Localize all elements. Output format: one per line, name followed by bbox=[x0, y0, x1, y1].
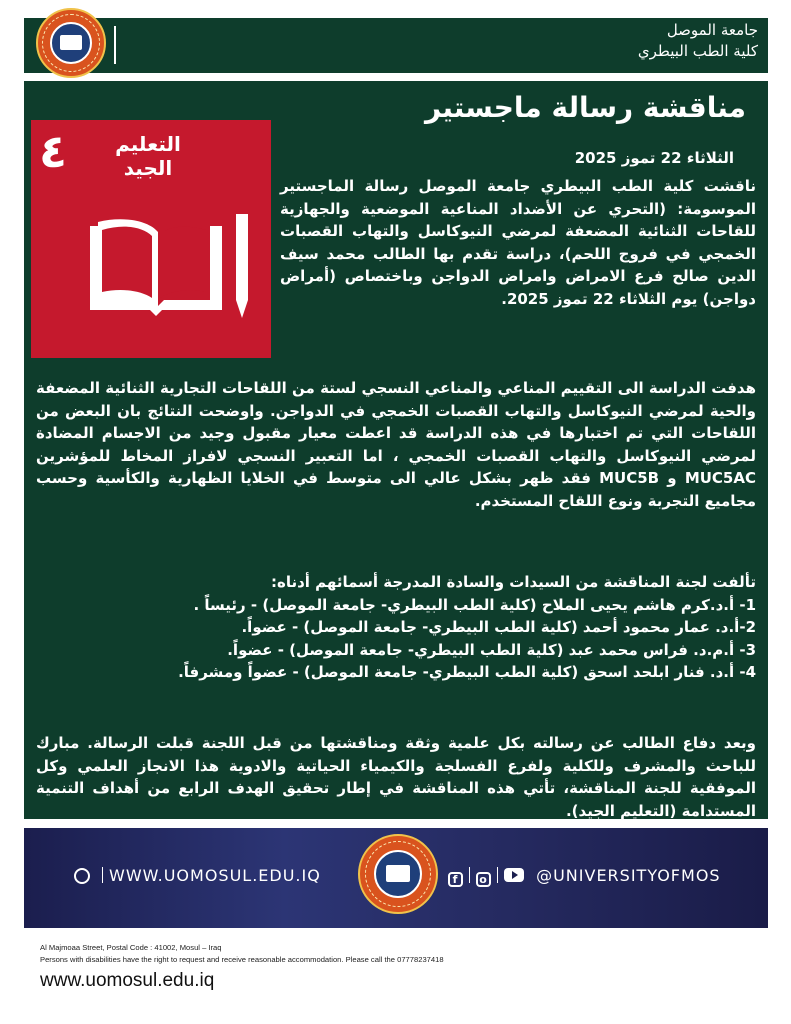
header-divider bbox=[114, 26, 116, 64]
website-text: WWW.UOMOSUL.EDU.IQ bbox=[109, 866, 321, 885]
university-seal-logo bbox=[36, 8, 106, 78]
youtube-icon[interactable] bbox=[504, 868, 524, 882]
closing-paragraph: وبعد دفاع الطالب عن رسالته بكل علمية وثقة ومناقشتها من قبل اللجنة قبلت الرسالة. مبارك للباحث والمشرف وللكلية ولفرع الفسلجة والكيمياء الحياتية والادوية هذا الانجاز العلمي وكل الموفقية للجنة المناقشة، تأتي هذه المناقشة في إطار تحقيق الهدف الرابع من أهداف التنمية المستدامة (التعليم الجيد). bbox=[36, 734, 756, 820]
separator bbox=[102, 867, 103, 883]
facebook-icon[interactable]: f bbox=[448, 872, 463, 887]
sdg-label: التعليم الجيد bbox=[115, 132, 181, 180]
committee-intro: تألفت لجنة المناقشة من السيدات والسادة المدرجة أسمائهم أدناه: bbox=[270, 573, 756, 591]
social-handle: @UNIVERSITYOFMOS bbox=[536, 866, 721, 885]
intro-paragraph: ناقشت كلية الطب البيطري جامعة الموصل رسالة الماجستير الموسومة: (التحري عن الأضداد المناعية الموضعية والجهازية للقاحات الثنائية المضعفة لمرضي النيوكاسل والتهاب القصبات الخمجي في فروج اللحم)، دراسة تقدم بها الطالب محمد سيف الدين صالح فرع الامراض وامراض الدواجن وباختصاص (أمراض دواجن) يوم الثلاثاء 22 تموز 2025. bbox=[280, 177, 756, 308]
website-link[interactable] bbox=[74, 866, 321, 885]
news-panel bbox=[24, 81, 768, 819]
instagram-icon[interactable]: o bbox=[476, 872, 491, 887]
sdg-number: ٤ bbox=[39, 124, 68, 178]
postal-address: Al Majmoaa Street, Postal Code : 41002, Mosul – Iraq bbox=[40, 943, 222, 952]
university-seal-logo-footer bbox=[358, 834, 438, 914]
header-title bbox=[638, 20, 758, 62]
committee-member: 3- أ.م.د. فراس محمد عبد (كلية الطب البيطري- جامعة الموصل) - عضواً. bbox=[227, 640, 756, 659]
sdg4-badge bbox=[31, 120, 271, 358]
event-date: الثلاثاء 22 تموز 2025 bbox=[574, 149, 734, 167]
social-links[interactable] bbox=[448, 866, 721, 887]
accessibility-note: Persons with disabilities have the right to request and receive reasonable accommodation. Please call the 07778237418 bbox=[40, 955, 444, 964]
page-title: مناقشة رسالة ماجستير bbox=[424, 91, 746, 124]
footer-banner bbox=[24, 828, 768, 928]
separator bbox=[469, 867, 470, 883]
website-url[interactable]: www.uomosul.edu.iq bbox=[40, 970, 215, 991]
university-name: جامعة الموصل bbox=[666, 21, 758, 39]
book-icon bbox=[386, 865, 410, 882]
globe-icon bbox=[74, 868, 90, 884]
separator bbox=[497, 867, 498, 883]
committee-list bbox=[36, 571, 756, 684]
book-icon bbox=[60, 35, 81, 50]
committee-member: 4- أ.د. فنار ابلحد اسحق (كلية الطب البيطري- جامعة الموصل) - عضواً ومشرفاً. bbox=[178, 663, 756, 681]
address-block bbox=[40, 942, 444, 966]
book-pencil-icon bbox=[86, 212, 256, 322]
committee-member: 2-أ.د. عمار محمود أحمد (كلية الطب البيطري- جامعة الموصل) - عضواً. bbox=[241, 618, 756, 636]
college-name: كلية الطب البيطري bbox=[637, 42, 758, 60]
header-bar bbox=[24, 18, 768, 73]
study-aim-paragraph: هدفت الدراسة الى التقييم المناعي والمناعي النسجي لستة من اللقاحات التجارية الثنائية المضعفة والحية لمرضي النيوكاسل والتهاب القصبات الخمجي في الدواجن. واوضحت النتائج بان البعض من اللقاحات التي تم اختبارها في هذه الدراسة قد اعطت معيار مقبول وجيد من الاجسام المضادة لمرضي النيوكاسل والتهاب القصبات الخمجي ، اما التعبير النسجي لافراز المخاط للمؤشرين MUC5AC و MUC5B فقد ظهر بشكل عالي الى متوسط في الخلايا الظهارية والكأسية وحسب مجاميع التجربة ونوع اللقاح المستخدم. bbox=[36, 379, 756, 510]
committee-member: 1- أ.د.كرم هاشم يحيى الملاح (كلية الطب البيطري- جامعة الموصل) - رئيساً . bbox=[193, 595, 756, 614]
